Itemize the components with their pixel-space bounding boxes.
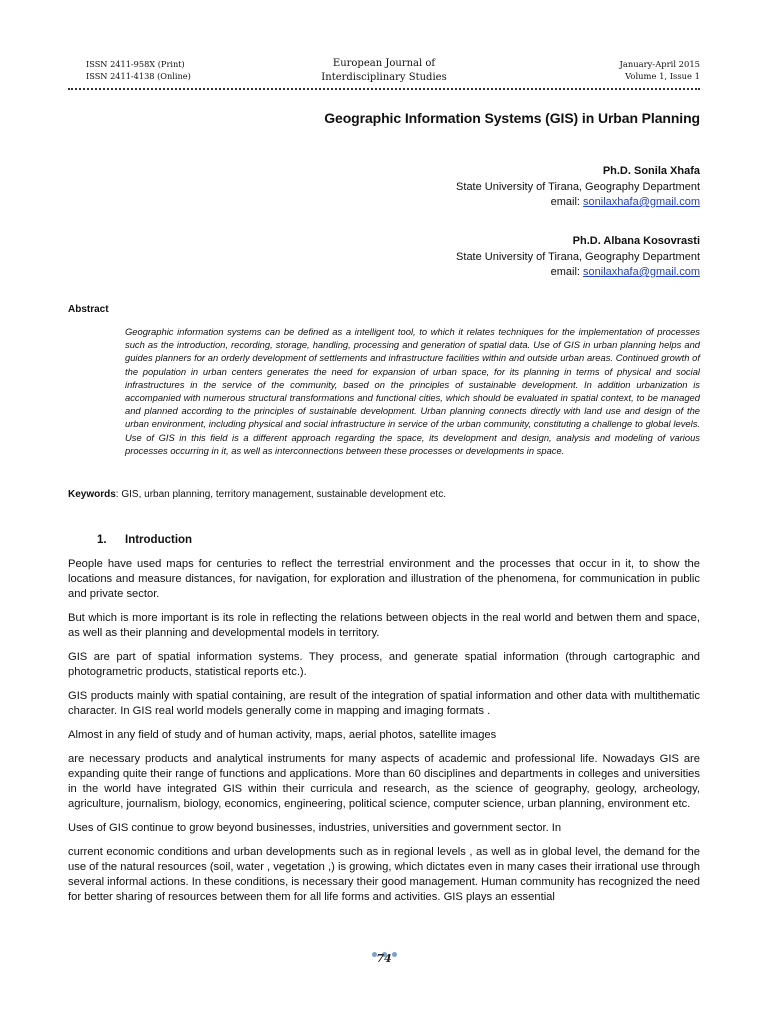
author-name: Ph.D. Albana Kosovrasti: [572, 235, 700, 247]
abstract-text: Geographic information systems can be defined as a intelligent tool, to which it relates techniques for the implementation of processes such as the introduction, recording, storage, handling, processing and generation of spatial data. Use of GIS in urban planning helps and guides planners for an orderly development of settlements and infrastructure facilities within and outside urban areas. Continued growth of the population in urban centers generates the need for expansion of urban space, for its planning in terms of physical and social infrastructures in the service of the community, based on the principles of sustainable development. In addition urbanization is accompanied with numerous structural transformations and functional cities, which should be evaluated in spatial context, to be managed and planned according to the principles of sustainable development. Urban planning connects directly with land use and design of the urban environment, including physical and social infrastructure in service of the urban community, constituting a challenge to global levels. Use of GIS in this field is a different approach regarding the space, its development and design, analysis and modeling of various processes occurring in it, as well as interconnections between these processes or developments in space.: [125, 326, 700, 456]
journal-name-line2: Interdisciplinary Studies: [321, 72, 447, 83]
paragraph: But which is more important is its role in reflecting the relations between objects in the real world and betwen them and space, as well as their planning and developmental models in territory.: [68, 612, 700, 640]
issue-block: [620, 58, 700, 82]
author-email-line: [456, 265, 700, 281]
section-number: 1.: [97, 534, 107, 546]
issn-online: ISSN 2411-4138 (Online): [86, 71, 191, 81]
paragraph: Uses of GIS continue to grow beyond businesses, industries, universities and government sector. In: [68, 821, 562, 834]
keywords-label: Keywords: [68, 489, 116, 500]
author-email-link[interactable]: sonilaxhafa@gmail.com: [583, 266, 700, 278]
paragraph: GIS products mainly with spatial containing, are result of the integration of spatial information and other data with multithematic character. In GIS real world models generally come in mapping and imaging formats .: [68, 689, 700, 718]
email-label: email:: [550, 196, 584, 208]
section-title: Introduction: [125, 534, 193, 546]
issn-print: ISSN 2411-958X (Print): [86, 59, 185, 69]
journal-name-line1: European Journal of: [332, 58, 436, 69]
paragraph: People have used maps for centuries to reflect the terrestrial environment and the processes that occur in it, to show the locations and measure distances, for navigation, for exploration and illustration of the phenomena, for communication in public and private sector.: [68, 558, 700, 601]
author-block: [456, 234, 700, 281]
author-block: [456, 164, 700, 211]
page-header: [68, 52, 700, 92]
issue-volume: Volume 1, Issue 1: [625, 71, 700, 81]
header-divider: [68, 88, 700, 90]
keywords-text: : GIS, urban planning, territory management, sustainable development etc.: [115, 489, 446, 500]
email-label: email:: [550, 266, 584, 278]
author-email-line: [456, 195, 700, 211]
author-affiliation: State University of Tirana, Geography Department: [456, 180, 700, 193]
author-affiliation: State University of Tirana, Geography Department: [456, 250, 700, 263]
abstract-heading: Abstract: [68, 304, 109, 315]
page-number: 74: [376, 952, 392, 965]
paragraph: GIS are part of spatial information systems. They process, and generate spatial information (through cartographic and photogrametric products, statistical reports etc.).: [68, 651, 700, 679]
body-text: [68, 557, 700, 914]
paragraph: Almost in any field of study and of human activity, maps, aerial photos, satellite images: [68, 728, 497, 741]
author-name: Ph.D. Sonila Xhafa: [602, 165, 700, 177]
paper-title: Geographic Information Systems (GIS) in Urban Planning: [324, 110, 700, 126]
issue-date: January-April 2015: [619, 59, 700, 69]
journal-name: [68, 57, 700, 85]
author-email-link[interactable]: sonilaxhafa@gmail.com: [583, 196, 700, 208]
paragraph: are necessary products and analytical instruments for many aspects of academic and professional life. Nowadays GIS are expanding quite their range of functions and applications. More than 60 disciplines and departments in colleges and universities in the world have integrated GIS within their curricula and research, as the science of geography, geology, archeology, agriculture, journalism, biology, economics, engineering, political science, computer science, urban planning, environment etc.: [68, 752, 700, 811]
keywords: [68, 488, 700, 501]
paragraph: current economic conditions and urban developments such as in regional levels , as well as in global level, the demand for the use of the natural resources (soil, water , vegetation ,) is growing, which dictates even in many cases their irrational use through several informal actions. In these conditions, is necessary their good management. Human community has recognized the need for better sharing of resources between them for all life forms and activities. GIS plays an essential: [68, 845, 700, 904]
section-heading: [97, 534, 192, 546]
